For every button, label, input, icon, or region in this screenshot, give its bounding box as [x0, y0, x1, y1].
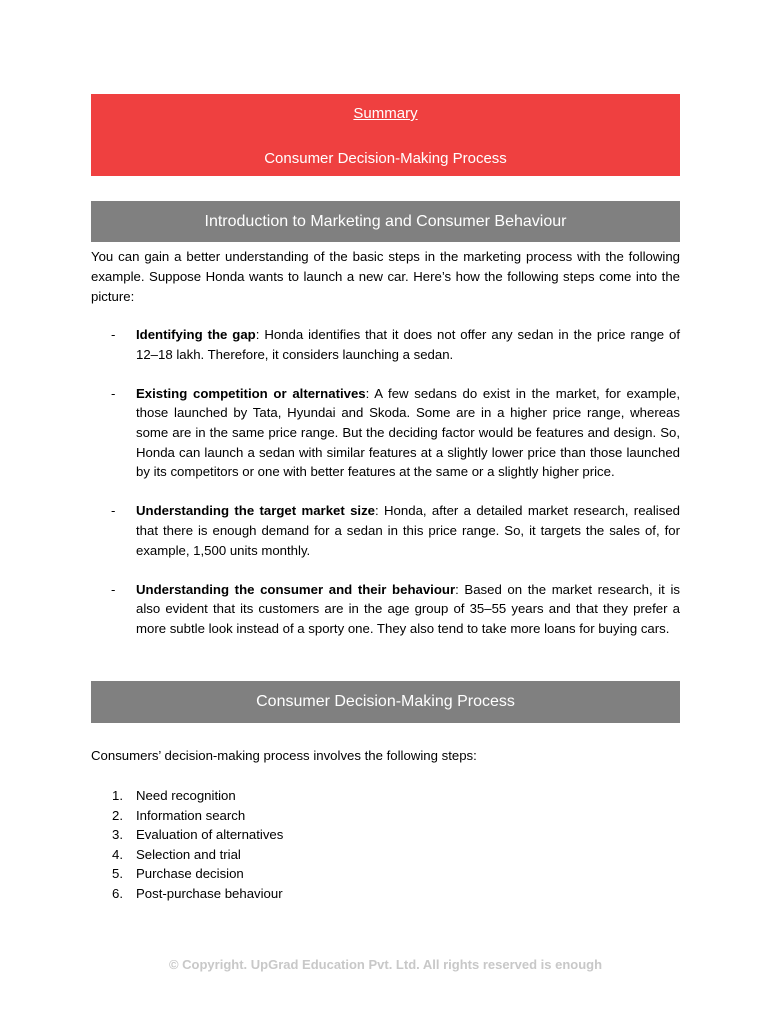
- copyright-footer: © Copyright. UpGrad Education Pvt. Ltd. All rights reserved is enough: [168, 957, 603, 972]
- step-item: [91, 825, 680, 845]
- step-item: [91, 884, 680, 904]
- bullet-title: Understanding the consumer and their behaviour: [136, 581, 456, 597]
- summary-subtitle: Consumer Decision-Making Process: [264, 150, 507, 167]
- bullet-dash: -: [111, 327, 116, 342]
- bullet-title: Understanding the target market size: [136, 503, 376, 519]
- step-number: 1.: [112, 788, 123, 803]
- step-item: [91, 864, 680, 884]
- bullet-item: [91, 501, 680, 560]
- step-item: [91, 806, 680, 826]
- summary-label: Summary: [353, 105, 418, 122]
- bullet-item: [91, 384, 680, 482]
- bullet-text: : Honda, after a detailed market research, realised that there is enough demand for a sedan in this price range. So, it targets the sales of, for example, 1,500 units monthly.: [136, 503, 680, 558]
- decision-steps-list: [91, 786, 680, 904]
- bullet-title: Identifying the gap: [136, 327, 256, 342]
- intro-paragraph: You can gain a better understanding of the basic steps in the marketing process with the following example. Suppose Honda wants to launch a new car. Here’s how the following steps come into the picture:: [91, 249, 680, 304]
- bullet-dash: -: [111, 503, 116, 519]
- summary-header-banner: [91, 94, 680, 176]
- bullet-item: [91, 325, 680, 364]
- step-label: Evaluation of alternatives: [136, 827, 284, 843]
- bullet-dash: -: [111, 385, 116, 401]
- example-bullet-list: [91, 325, 680, 658]
- section-heading-intro: Introduction to Marketing and Consumer Behaviour: [91, 201, 680, 242]
- step-label: Purchase decision: [136, 866, 244, 882]
- bullet-text: : Honda identifies that it does not offer any sedan in the price range of 12–18 lakh. Therefore, it considers launching a sedan.: [136, 327, 680, 362]
- step-label: Information search: [136, 807, 246, 823]
- bullet-text: : Based on the market research, it is also evident that its customers are in the age group of 35–55 years and that they prefer a more subtle look instead of a sporty one. They also tend to take more loans for buying cars.: [136, 581, 680, 636]
- step-number: 5.: [112, 866, 123, 882]
- steps-intro-text: Consumers’ decision-making process involves the following steps:: [91, 748, 477, 763]
- step-number: 4.: [112, 846, 123, 862]
- bullet-text: : A few sedans do exist in the market, for example, those launched by Tata, Hyundai and Skoda. Some are in a higher price range, whereas some are in the same price range. But the deciding factor would be features and design. So, Honda can launch a sedan with similar features at a slightly lower price than those launched by its competitors or one with better features at the same or a slightly higher price.: [136, 385, 680, 480]
- section-heading-cdm: Consumer Decision-Making Process: [91, 681, 680, 723]
- step-label: Selection and trial: [136, 846, 241, 862]
- step-label: Post-purchase behaviour: [136, 885, 283, 901]
- step-label: Need recognition: [136, 788, 236, 803]
- step-item: [91, 786, 680, 806]
- bullet-title: Existing competition or alternatives: [136, 385, 366, 401]
- bullet-dash: -: [111, 581, 116, 597]
- bullet-item: [91, 580, 680, 639]
- step-item: [91, 845, 680, 865]
- step-number: 2.: [112, 807, 123, 823]
- step-number: 6.: [112, 885, 123, 901]
- step-number: 3.: [112, 827, 123, 843]
